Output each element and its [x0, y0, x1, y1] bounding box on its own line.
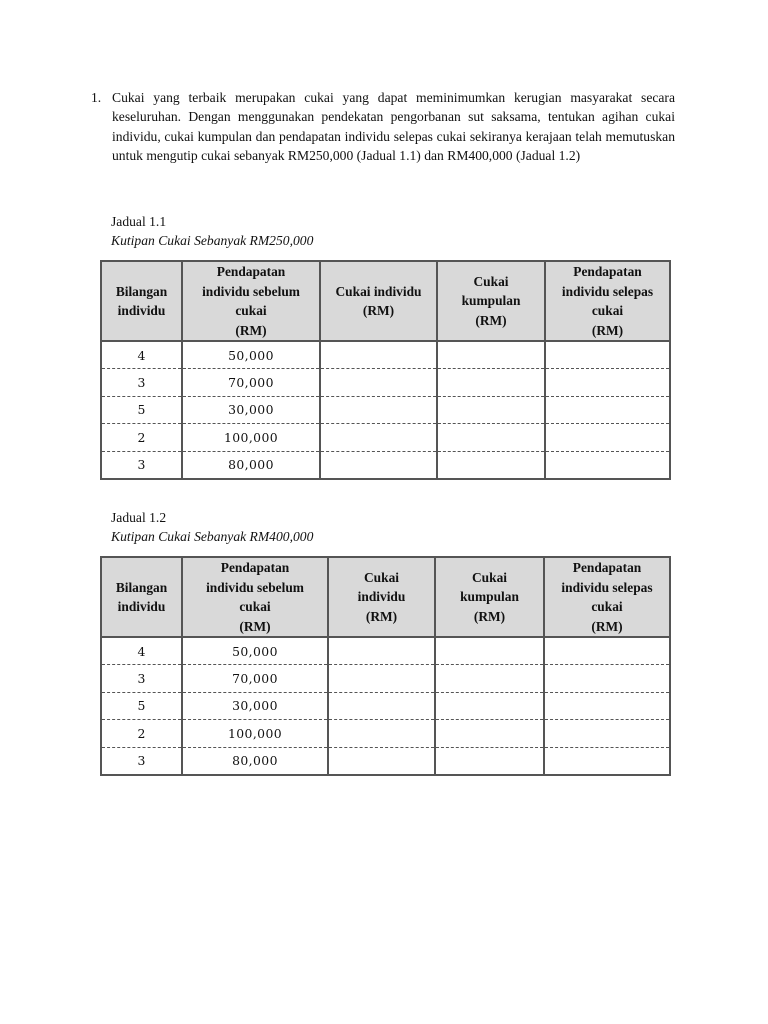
table-2-caption: Jadual 1.2: [111, 510, 167, 525]
cell-income-after[interactable]: [545, 369, 670, 396]
cell-income: 70,000: [182, 369, 320, 396]
cell-individual-tax[interactable]: [328, 665, 435, 692]
cell-income-after[interactable]: [545, 451, 670, 479]
cell-group-tax[interactable]: [437, 451, 545, 479]
cell-count: 3: [101, 747, 182, 775]
cell-group-tax[interactable]: [437, 396, 545, 423]
cell-income: 100,000: [182, 424, 320, 451]
header-income-after: Pendapatan individu selepas cukai (RM): [544, 557, 670, 637]
header-group-tax: Cukai kumpulan (RM): [437, 261, 545, 341]
cell-count: 2: [101, 424, 182, 451]
cell-individual-tax[interactable]: [320, 424, 437, 451]
cell-count: 3: [101, 451, 182, 479]
cell-individual-tax[interactable]: [328, 747, 435, 775]
table-row: [101, 424, 670, 451]
cell-income-after[interactable]: [544, 665, 670, 692]
table-1-caption-block: [111, 212, 313, 250]
table-row: [101, 665, 670, 692]
cell-income-after[interactable]: [544, 637, 670, 665]
cell-count: 4: [101, 341, 182, 369]
header-income-after: Pendapatan individu selepas cukai (RM): [545, 261, 670, 341]
question-number: 1.: [91, 90, 102, 105]
table-1-subtitle: Kutipan Cukai Sebanyak RM250,000: [111, 233, 314, 248]
header-individual-tax: Cukai individu (RM): [328, 557, 435, 637]
cell-group-tax[interactable]: [437, 424, 545, 451]
cell-income: 50,000: [182, 637, 328, 665]
cell-count: 4: [101, 637, 182, 665]
cell-count: 5: [101, 396, 182, 423]
table-row: [101, 341, 670, 369]
table-row: [101, 720, 670, 747]
cell-group-tax[interactable]: [435, 747, 544, 775]
cell-individual-tax[interactable]: [328, 720, 435, 747]
table-row: [101, 747, 670, 775]
cell-count: 3: [101, 369, 182, 396]
question-text: Cukai yang terbaik merupakan cukai yang dapat meminimumkan kerugian masyarakat secara keseluruhan. Dengan menggunakan pendekatan pengorbanan sut saksama, tentukan agihan cukai individu, cukai kumpulan dan pendapatan individu selepas cukai sekiranya kerajaan telah memutuskan untuk mengutip cukai sebanyak RM250,000 (Jadual 1.1) dan RM400,000 (Jadual 1.2): [112, 90, 675, 164]
table-1: [100, 260, 671, 480]
cell-individual-tax[interactable]: [320, 369, 437, 396]
table-row: [101, 692, 670, 719]
cell-income-after[interactable]: [545, 424, 670, 451]
cell-income: 100,000: [182, 720, 328, 747]
table-header-row: [101, 557, 670, 637]
cell-individual-tax[interactable]: [320, 451, 437, 479]
cell-group-tax[interactable]: [435, 637, 544, 665]
cell-individual-tax[interactable]: [328, 692, 435, 719]
cell-income: 80,000: [182, 451, 320, 479]
cell-individual-tax[interactable]: [320, 396, 437, 423]
cell-income: 30,000: [182, 692, 328, 719]
table-2: [100, 556, 671, 776]
table-row: [101, 637, 670, 665]
table-2-caption-block: [111, 508, 313, 546]
header-individual-tax: Cukai individu (RM): [320, 261, 437, 341]
cell-income: 80,000: [182, 747, 328, 775]
table-row: [101, 451, 670, 479]
table-2-subtitle: Kutipan Cukai Sebanyak RM400,000: [111, 529, 314, 544]
cell-count: 5: [101, 692, 182, 719]
cell-count: 2: [101, 720, 182, 747]
cell-income: 30,000: [182, 396, 320, 423]
question: [91, 88, 675, 166]
table-row: [101, 396, 670, 423]
header-income-before: Pendapatan individu sebelum cukai (RM): [182, 261, 320, 341]
cell-income-after[interactable]: [545, 396, 670, 423]
cell-income-after[interactable]: [545, 341, 670, 369]
cell-individual-tax[interactable]: [320, 341, 437, 369]
cell-income-after[interactable]: [544, 747, 670, 775]
cell-income: 50,000: [182, 341, 320, 369]
cell-group-tax[interactable]: [435, 720, 544, 747]
header-count: Bilangan individu: [101, 261, 182, 341]
cell-group-tax[interactable]: [435, 692, 544, 719]
table-row: [101, 369, 670, 396]
table-header-row: [101, 261, 670, 341]
cell-group-tax[interactable]: [437, 341, 545, 369]
cell-group-tax[interactable]: [435, 665, 544, 692]
cell-income-after[interactable]: [544, 720, 670, 747]
cell-income-after[interactable]: [544, 692, 670, 719]
header-group-tax: Cukai kumpulan (RM): [435, 557, 544, 637]
cell-group-tax[interactable]: [437, 369, 545, 396]
cell-income: 70,000: [182, 665, 328, 692]
cell-count: 3: [101, 665, 182, 692]
cell-individual-tax[interactable]: [328, 637, 435, 665]
table-1-caption: Jadual 1.1: [111, 214, 167, 229]
header-income-before: Pendapatan individu sebelum cukai (RM): [182, 557, 328, 637]
header-count: Bilangan individu: [101, 557, 182, 637]
